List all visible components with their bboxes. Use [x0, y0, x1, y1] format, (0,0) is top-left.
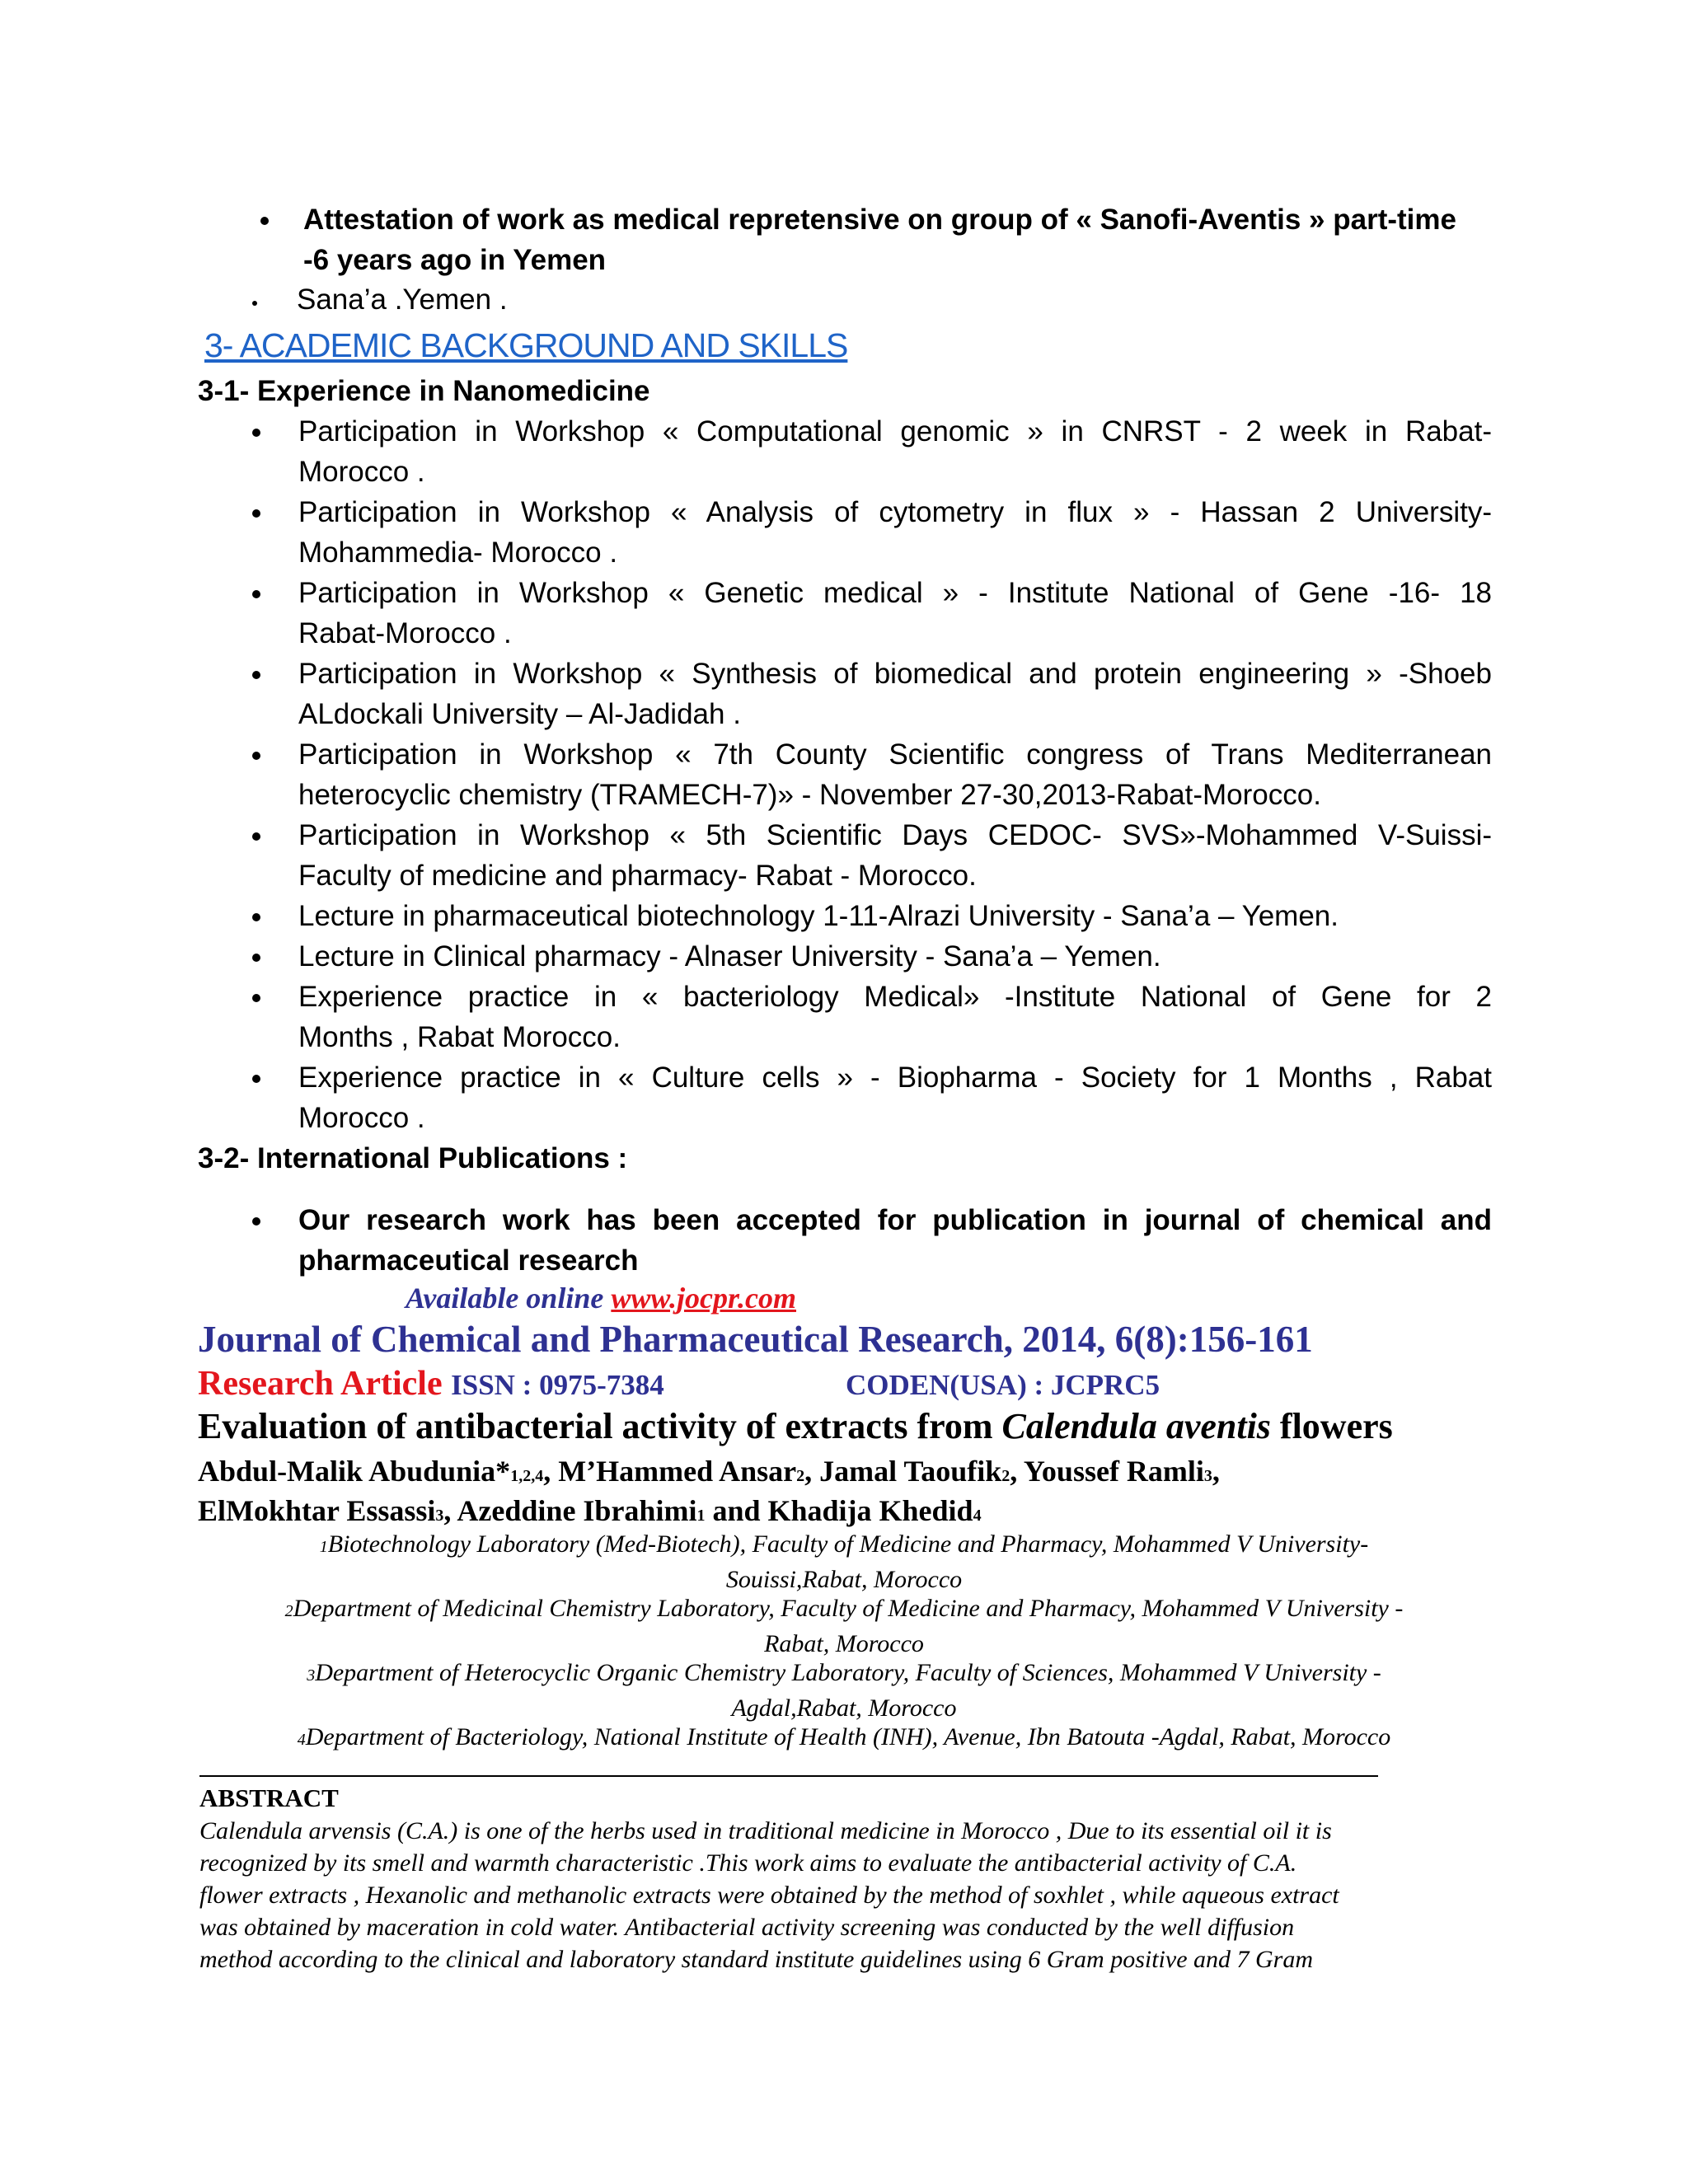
list-item: Participation in Workshop « Genetic medical » - Institute National of Gene -16- 18	[298, 577, 1492, 609]
author-affil: 4	[973, 1507, 982, 1525]
bullet-icon	[260, 217, 269, 225]
author: Abdul-Malik Abudunia*	[198, 1455, 511, 1488]
author-sep: ,	[1212, 1455, 1220, 1488]
article-meta	[198, 1363, 664, 1406]
affil-number: 4	[297, 1731, 306, 1749]
bullet-icon	[252, 913, 260, 921]
author: , Youssef Ramli	[1010, 1455, 1204, 1488]
affil-text: Department of Medicinal Chemistry Laboratory, Faculty of Medicine and Pharmacy, Mohammed V University -	[293, 1595, 1404, 1622]
list-item-cont: ALdockali University – Al-Jadidah .	[298, 698, 741, 730]
available-label: Available online	[406, 1282, 612, 1315]
article-type: Research Article	[198, 1365, 443, 1403]
title-species: Calendula aventis	[1001, 1406, 1271, 1446]
affil-text-cont: Agdal,Rabat, Morocco	[731, 1694, 957, 1722]
affil-text: Department of Heterocyclic Organic Chemistry Laboratory, Faculty of Sciences, Mohammed V University -	[315, 1659, 1381, 1686]
title-pre: Evaluation of antibacterial activity of extracts from	[198, 1406, 1002, 1446]
bullet-icon	[252, 752, 260, 760]
abstract-line: recognized by its smell and warmth characteristic .This work aims to evaluate the antibacterial activity of C.A.	[199, 1849, 1297, 1877]
bullet-icon	[252, 301, 257, 306]
affil-text-cont: Rabat, Morocco	[764, 1630, 924, 1657]
top-item-1-line1: Attestation of work as medical repretensive on group of « Sanofi-Aventis » part-time	[303, 204, 1456, 236]
bullet-icon	[252, 1075, 260, 1083]
list-item-cont: Morocco .	[298, 456, 425, 488]
affil-number: 1	[319, 1538, 328, 1556]
author-affil: 3	[435, 1507, 444, 1525]
bullet-icon	[252, 429, 260, 437]
publication-item-line1: Our research work has been accepted for publication in journal of chemical and	[298, 1204, 1492, 1236]
subsection-2-heading: 3-2- International Publications :	[198, 1142, 628, 1174]
top-item-2: Sana’a .Yemen .	[297, 284, 508, 316]
affiliation-2	[198, 1592, 1490, 1660]
author-affil: 2	[796, 1467, 805, 1485]
list-item: Participation in Workshop « 7th County Scientific congress of Trans Mediterranean	[298, 738, 1492, 771]
list-item: Participation in Workshop « Computational genomic » in CNRST - 2 week in Rabat-	[298, 415, 1492, 448]
abstract-line: was obtained by maceration in cold water. Antibacterial activity screening was conducted by the well diffusion	[199, 1914, 1295, 1941]
author: and Khadija Khedid	[705, 1494, 973, 1527]
bullet-icon	[252, 832, 260, 841]
subsection-1-heading: 3-1- Experience in Nanomedicine	[198, 375, 650, 407]
bullet-icon	[252, 994, 260, 1002]
author-affil: 2	[1001, 1467, 1010, 1485]
divider	[199, 1775, 1378, 1777]
abstract-heading: ABSTRACT	[199, 1783, 339, 1812]
list-item: Participation in Workshop « Synthesis of biomedical and protein engineering » -Shoeb	[298, 658, 1492, 690]
affil-number: 2	[284, 1602, 293, 1620]
publication-item-line2: pharmaceutical research	[298, 1244, 639, 1277]
list-item: Lecture in Clinical pharmacy - Alnaser University - Sana’a – Yemen.	[298, 940, 1161, 972]
list-item: Experience practice in « Culture cells » - Biopharma - Society for 1 Months , Rabat	[298, 1062, 1492, 1094]
author-affil: 1,2,4	[510, 1467, 544, 1485]
section-heading: 3- ACADEMIC BACKGROUND AND SKILLS	[204, 326, 848, 364]
affiliation-4	[198, 1721, 1490, 1756]
affil-text: Biotechnology Laboratory (Med-Biotech), Faculty of Medicine and Pharmacy, Mohammed V University-	[327, 1530, 1369, 1558]
list-item-cont: Faculty of medicine and pharmacy- Rabat - Morocco.	[298, 860, 977, 892]
bullet-icon	[252, 671, 260, 679]
list-item: Lecture in pharmaceutical biotechnology 1-11-Alrazi University - Sana’a – Yemen.	[298, 900, 1339, 932]
bullet-icon	[252, 590, 260, 598]
bullet-icon	[252, 954, 260, 962]
affil-number: 3	[307, 1666, 316, 1685]
list-item-cont: Rabat-Morocco .	[298, 617, 512, 649]
journal-line: Journal of Chemical and Pharmaceutical Research, 2014, 6(8):156-161	[198, 1319, 1313, 1360]
bullet-icon	[252, 1217, 260, 1226]
abstract-line: method according to the clinical and laboratory standard institute guidelines using 6 Gram positive and 7 Gram	[199, 1946, 1314, 1973]
affil-text-cont: Souissi,Rabat, Morocco	[725, 1566, 963, 1593]
list-item-cont: Mohammedia- Morocco .	[298, 537, 618, 569]
author: , Jamal Taoufik	[804, 1455, 1002, 1488]
affil-text: Department of Bacteriology, National Institute of Health (INH), Avenue, Ibn Batouta -Agdal, Rabat, Morocco	[305, 1723, 1391, 1750]
coden: CODEN(USA) : JCPRC5	[846, 1369, 1160, 1401]
journal-url-link[interactable]: www.jocpr.com	[611, 1282, 797, 1315]
available-online	[406, 1281, 796, 1315]
list-item: Participation in Workshop « Analysis of cytometry in flux » - Hassan 2 University-	[298, 496, 1492, 528]
list-item-cont: heterocyclic chemistry (TRAMECH-7)» - November 27-30,2013-Rabat-Morocco.	[298, 779, 1321, 811]
author: , Azeddine Ibrahimi	[443, 1494, 697, 1527]
paper-title	[198, 1404, 1393, 1449]
authors-line1	[198, 1452, 1220, 1495]
author: ElMokhtar Essassi	[198, 1494, 436, 1527]
affiliation-3	[198, 1657, 1490, 1724]
top-item-1-line2: -6 years ago in Yemen	[303, 244, 607, 276]
list-item: Participation in Workshop « 5th Scientific Days CEDOC- SVS»-Mohammed V-Suissi-	[298, 819, 1492, 851]
affiliation-1	[198, 1528, 1490, 1596]
issn: ISSN : 0975-7384	[451, 1369, 664, 1401]
list-item-cont: Months , Rabat Morocco.	[298, 1021, 621, 1053]
author-affil: 1	[696, 1507, 706, 1525]
list-item-cont: Morocco .	[298, 1102, 425, 1134]
title-post: flowers	[1270, 1406, 1393, 1446]
abstract-line: flower extracts , Hexanolic and methanolic extracts were obtained by the method of soxhlet , while aqueous extract	[199, 1882, 1339, 1909]
list-item: Experience practice in « bacteriology Medical» -Institute National of Gene for 2	[298, 981, 1492, 1013]
abstract-line: Calendula arvensis (C.A.) is one of the herbs used in traditional medicine in Morocco , Due to its essential oil it is	[199, 1817, 1332, 1844]
author-affil: 3	[1203, 1467, 1212, 1485]
bullet-icon	[252, 509, 260, 518]
author: , M’Hammed Ansar	[543, 1455, 797, 1488]
